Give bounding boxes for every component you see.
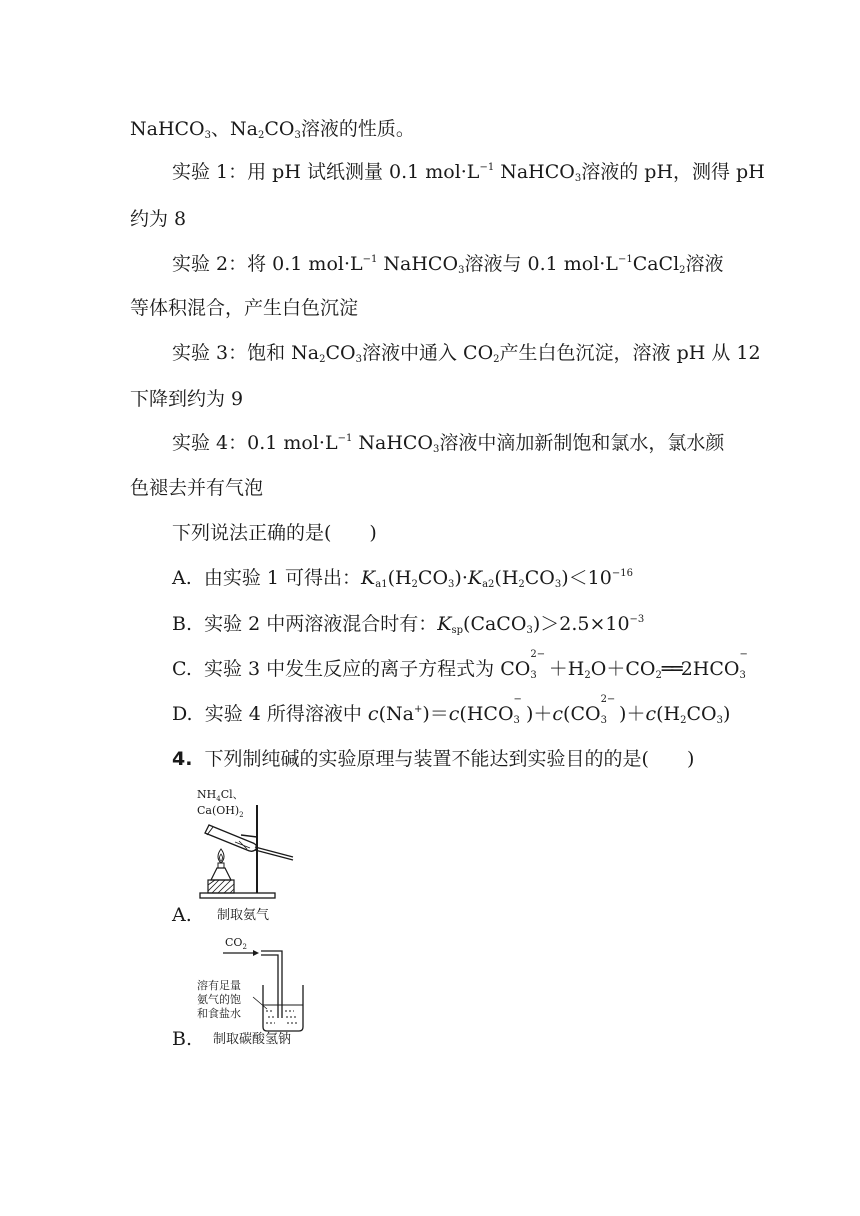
figure-a-apparatus (195, 785, 310, 925)
figure-b-liquid-line3: 和食盐水 (197, 1007, 241, 1020)
option-d: D. 实验 4 所得溶液中 c(Na+)＝c(HCO $_{- 3}$ )＋c(CO $_{2- 3}$ )$+c(H_2CO_3)$ (172, 694, 731, 726)
option-c: C. 实验 3 中发生反应的离子方程式为 CO $_{2- 3} +H_2O+CO_2══2HCO$ $_{- 3}$ (172, 649, 748, 681)
question-stem: 下列说法正确的是( ) (172, 522, 377, 544)
figure-b-label: B. (172, 1028, 193, 1050)
option-b: B. 实验 2 中两溶液混合时有：$K_{sp}(CaCO_3)>2.5\times 10^{-3}$ (172, 613, 645, 636)
figure-b-gas-label: $CO_2$ (225, 936, 247, 951)
experiment-2-line-2: 等体积混合，产生白色沉淀 (130, 297, 359, 319)
figure-a-reagent-line1: $NH_4Cl$、 (197, 788, 244, 803)
experiment-4-line-2: 色褪去并有气泡 (130, 477, 264, 499)
figure-b-liquid-line2: 氨气的饱 (197, 993, 241, 1006)
question-4: 4. 下列制纯碱的实验原理与装置不能达到实验目的的是( ) (172, 748, 695, 770)
figure-b-caption: 制取碳酸氢钠 (213, 1032, 292, 1047)
figure-a-reagent-line2: $Ca(OH)_2$ (197, 804, 244, 819)
option-a: A. 由实验 1 可得出：$K_{a1}(H_2CO_3)\cdot K_{a2}(H_2CO_3)<10^{-16}$ (172, 567, 633, 590)
experiment-4-line-1: 实验 4：0.1 $mol\cdot L^{-1}$ NaHCO$_3$溶液中滴加新制饱和氯水，氯水颜 (172, 432, 725, 455)
figure-b-liquid-line1: 溶有足量 (197, 979, 241, 992)
figure-a-caption: 制取氨气 (217, 908, 270, 923)
experiment-1-line-2: 约为 8 (130, 208, 187, 230)
figure-b-apparatus (195, 933, 320, 1048)
experiment-1-line-1: 实验 1：用 pH 试纸测量 0.1 $mol\cdot L^{-1}$ NaHCO$_3$溶液的 pH，测得 pH (172, 161, 765, 184)
figure-a-label: A. (172, 904, 192, 926)
intro-line: NaHCO$_3$、$Na_2CO_3$溶液的性质。 (130, 118, 415, 141)
experiment-3-line-1: 实验 3：饱和 $Na_2CO_3$溶液中通入 $CO_2$产生白色沉淀，溶液 pH 从 12 (172, 342, 761, 365)
experiment-3-line-2: 下降到约为 9 (130, 388, 244, 410)
experiment-2-line-1: 实验 2：将 0.1 $mol\cdot L^{-1}$ NaHCO$_3$溶液与 0.1 $mol\cdot L^{-1}CaCl_2$溶液 (172, 253, 724, 276)
